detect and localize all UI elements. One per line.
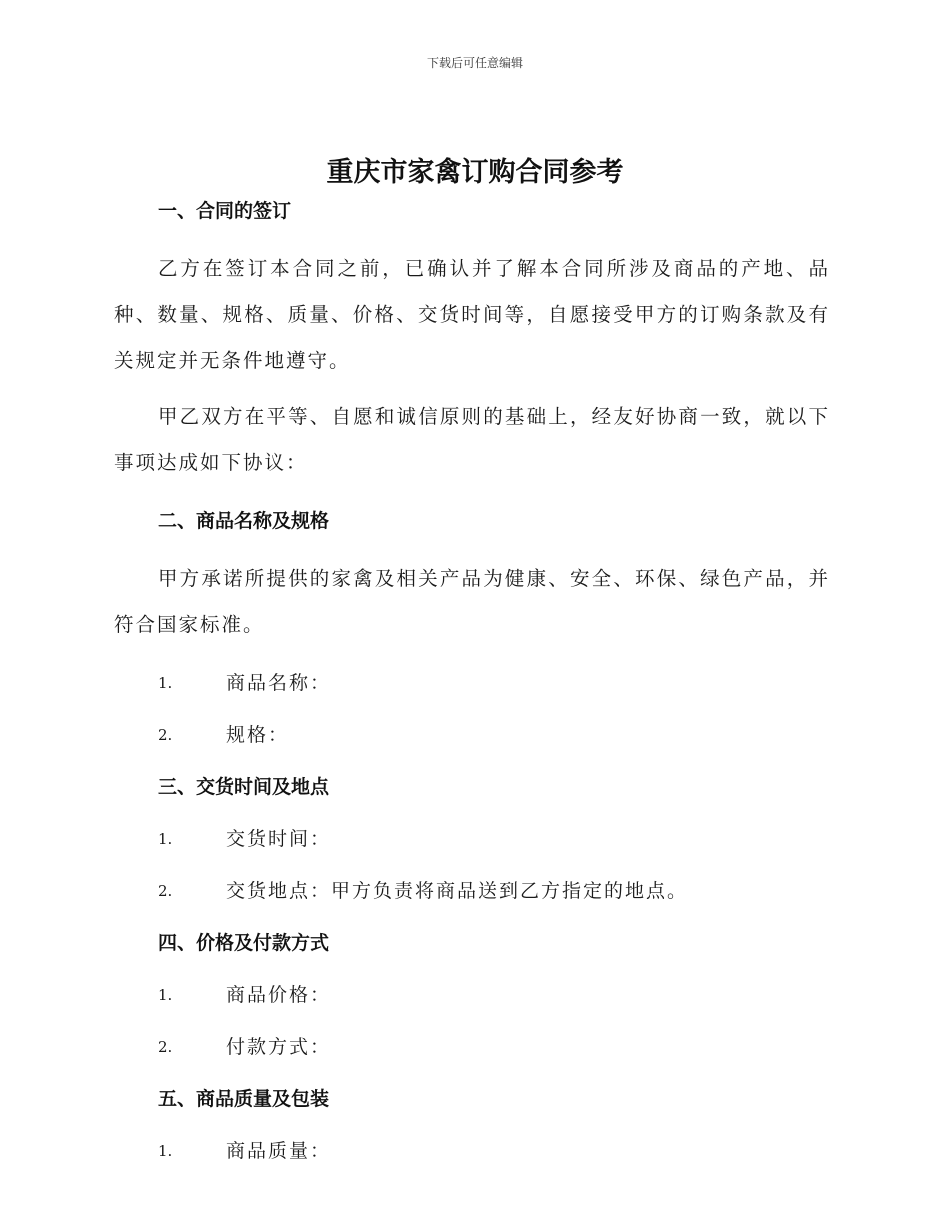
list-item [114, 876, 830, 906]
list-item-number: 2. [158, 726, 173, 744]
paragraph-1-2: 甲乙双方在平等、自愿和诚信原则的基础上，经友好协商一致，就以下事项达成如下协议： [114, 405, 830, 474]
list-item-number: 2. [158, 882, 173, 900]
list-item-text: 交货时间： [226, 828, 332, 850]
list-item [114, 1032, 830, 1062]
section-heading-4: 四、价格及付款方式 [158, 932, 330, 954]
list-item-number: 2. [158, 1038, 173, 1056]
list-item [114, 1136, 830, 1166]
list-item-text: 商品质量： [226, 1140, 332, 1162]
document-title: 重庆市家禽订购合同参考 [326, 157, 624, 188]
list-item-text: 商品价格： [226, 984, 332, 1006]
paragraph-1-1: 乙方在签订本合同之前，已确认并了解本合同所涉及商品的产地、品种、数量、规格、质量、价格、交货时间等，自愿接受甲方的订购条款及有关规定并无条件地遵守。 [114, 257, 830, 372]
list-item-number: 1. [158, 986, 173, 1004]
header-note: 下载后可任意编辑 [426, 56, 523, 70]
section-heading-3: 三、交货时间及地点 [158, 776, 330, 798]
list-item [114, 668, 830, 698]
paragraph-2-1: 甲方承诺所提供的家禽及相关产品为健康、安全、环保、绿色产品，并符合国家标准。 [114, 567, 830, 636]
list-item [114, 720, 830, 750]
list-item-text: 规格： [226, 724, 290, 746]
section-heading-1: 一、合同的签订 [158, 200, 292, 222]
section-heading-5: 五、商品质量及包装 [158, 1088, 330, 1110]
list-item-text: 付款方式： [226, 1036, 332, 1058]
section-heading-2: 二、商品名称及规格 [158, 510, 330, 532]
list-item-number: 1. [158, 674, 173, 692]
document-body [114, 196, 830, 1166]
list-item-number: 1. [158, 830, 173, 848]
list-item-text: 交货地点：甲方负责将商品送到乙方指定的地点。 [226, 880, 689, 902]
list-item [114, 980, 830, 1010]
list-item-text: 商品名称： [226, 672, 332, 694]
list-item-number: 1. [158, 1142, 173, 1160]
list-item [114, 824, 830, 854]
